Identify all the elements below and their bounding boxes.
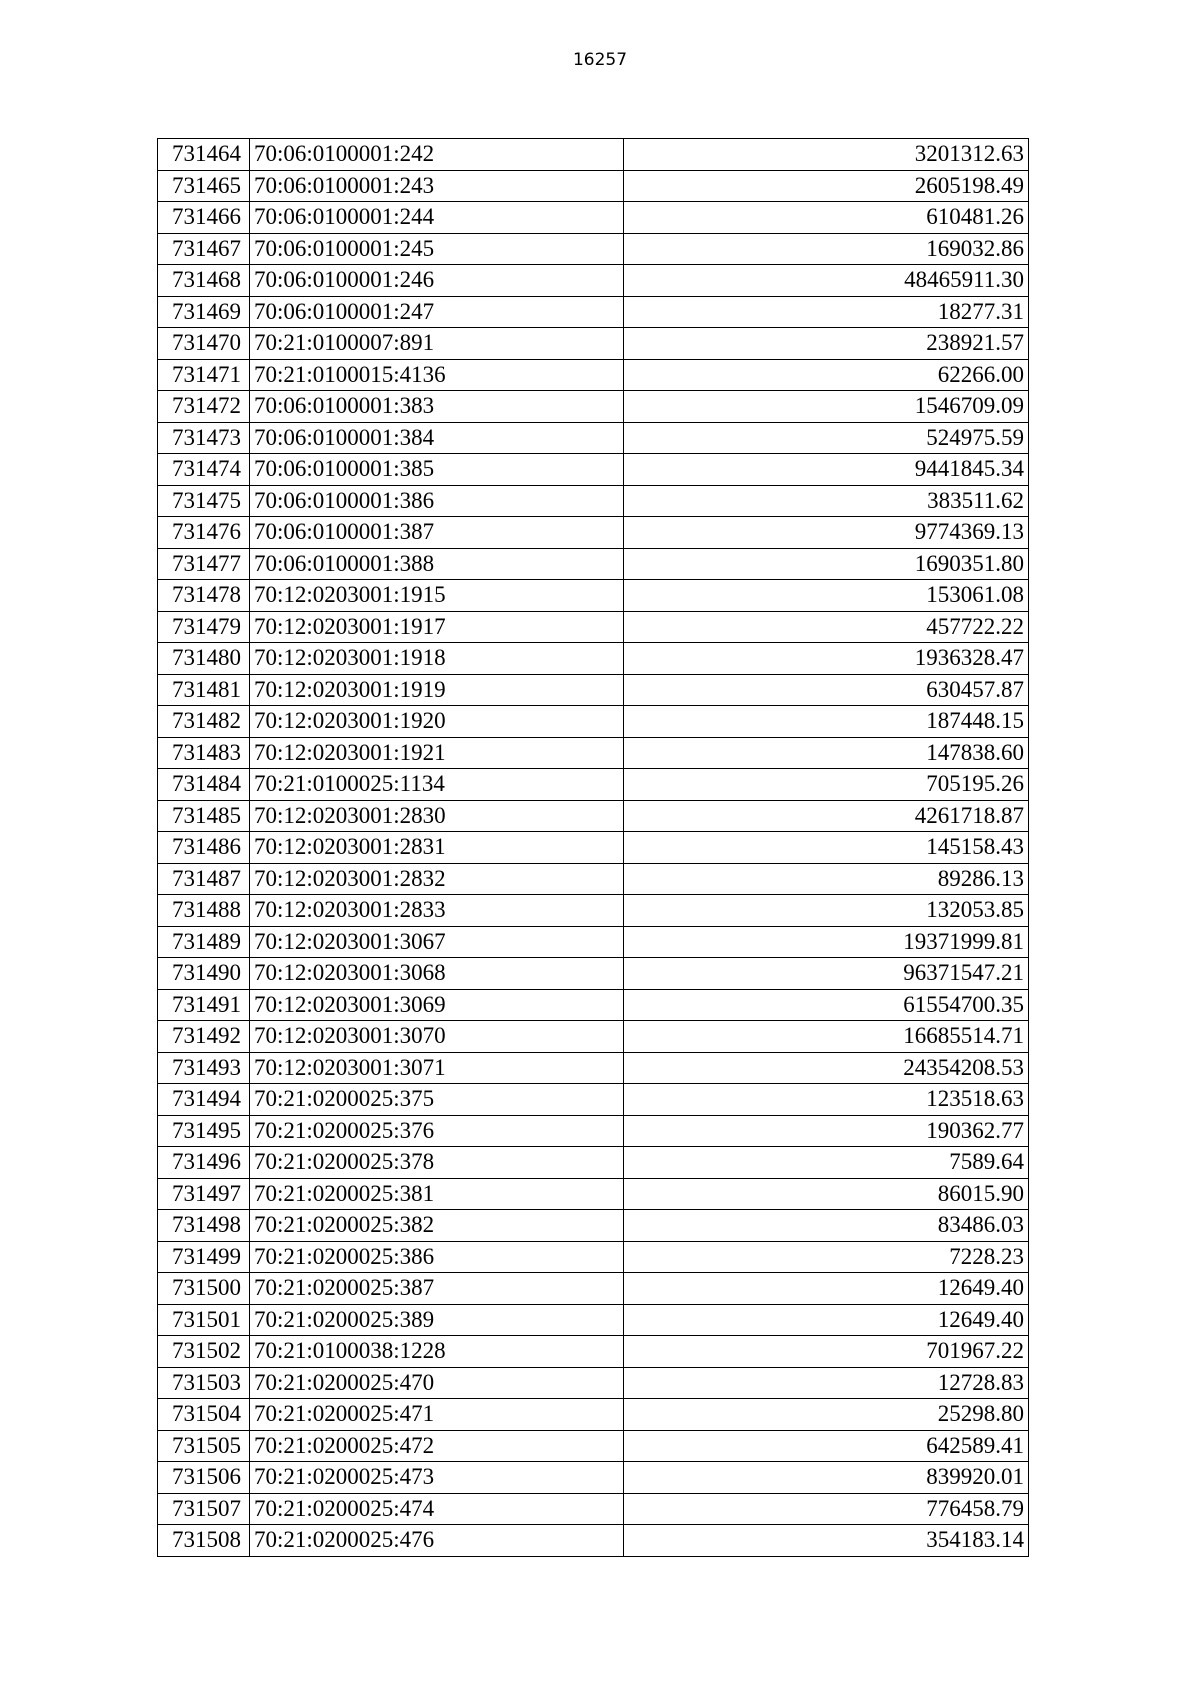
table-row	[158, 485, 1029, 517]
cadastral-number-cell: 70:12:0203001:2832	[250, 863, 624, 895]
cadastral-number-cell: 70:06:0100001:242	[250, 139, 624, 171]
cadastral-number-cell: 70:06:0100001:244	[250, 202, 624, 234]
table-row	[158, 674, 1029, 706]
cadastral-number-cell: 70:21:0100015:4136	[250, 359, 624, 391]
cadastral-number-cell: 70:12:0203001:1921	[250, 737, 624, 769]
cadastral-number-cell: 70:12:0203001:3071	[250, 1052, 624, 1084]
table-row	[158, 1399, 1029, 1431]
cadastral-value-cell: 839920.01	[624, 1462, 1029, 1494]
cadastral-value-cell: 83486.03	[624, 1210, 1029, 1242]
cadastral-value-cell: 153061.08	[624, 580, 1029, 612]
cadastral-number-cell: 70:21:0100007:891	[250, 328, 624, 360]
row-id-cell: 731483	[158, 737, 250, 769]
cadastral-number-cell: 70:21:0200025:378	[250, 1147, 624, 1179]
cadastral-value-cell: 18277.31	[624, 296, 1029, 328]
table-row	[158, 422, 1029, 454]
table-row	[158, 1273, 1029, 1305]
table-row	[158, 548, 1029, 580]
row-id-cell: 731485	[158, 800, 250, 832]
row-id-cell: 731467	[158, 233, 250, 265]
cadastral-value-cell: 630457.87	[624, 674, 1029, 706]
cadastral-value-cell: 62266.00	[624, 359, 1029, 391]
table-row	[158, 989, 1029, 1021]
cadastral-value-cell: 132053.85	[624, 895, 1029, 927]
table-row	[158, 1052, 1029, 1084]
row-id-cell: 731494	[158, 1084, 250, 1116]
row-id-cell: 731464	[158, 139, 250, 171]
cadastral-number-cell: 70:06:0100001:383	[250, 391, 624, 423]
table-row	[158, 1021, 1029, 1053]
cadastral-value-cell: 238921.57	[624, 328, 1029, 360]
cadastral-value-cell: 169032.86	[624, 233, 1029, 265]
table-row	[158, 1336, 1029, 1368]
cadastral-number-cell: 70:21:0200025:473	[250, 1462, 624, 1494]
cadastral-value-cell: 7589.64	[624, 1147, 1029, 1179]
cadastral-number-cell: 70:12:0203001:2830	[250, 800, 624, 832]
cadastral-value-cell: 383511.62	[624, 485, 1029, 517]
row-id-cell: 731502	[158, 1336, 250, 1368]
row-id-cell: 731492	[158, 1021, 250, 1053]
table-row	[158, 328, 1029, 360]
row-id-cell: 731479	[158, 611, 250, 643]
row-id-cell: 731508	[158, 1525, 250, 1557]
cadastral-value-cell: 354183.14	[624, 1525, 1029, 1557]
cadastral-value-cell: 4261718.87	[624, 800, 1029, 832]
cadastral-number-cell: 70:21:0200025:476	[250, 1525, 624, 1557]
cadastral-number-cell: 70:12:0203001:1919	[250, 674, 624, 706]
cadastral-value-cell: 705195.26	[624, 769, 1029, 801]
row-id-cell: 731504	[158, 1399, 250, 1431]
cadastral-number-cell: 70:12:0203001:1915	[250, 580, 624, 612]
cadastral-number-cell: 70:12:0203001:3068	[250, 958, 624, 990]
cadastral-number-cell: 70:06:0100001:386	[250, 485, 624, 517]
cadastral-value-cell: 187448.15	[624, 706, 1029, 738]
cadastral-value-cell: 89286.13	[624, 863, 1029, 895]
row-id-cell: 731500	[158, 1273, 250, 1305]
cadastral-number-cell: 70:12:0203001:2831	[250, 832, 624, 864]
cadastral-value-cell: 610481.26	[624, 202, 1029, 234]
row-id-cell: 731478	[158, 580, 250, 612]
table-row	[158, 517, 1029, 549]
cadastral-value-cell: 642589.41	[624, 1430, 1029, 1462]
cadastral-number-cell: 70:12:0203001:1920	[250, 706, 624, 738]
cadastral-value-cell: 701967.22	[624, 1336, 1029, 1368]
cadastral-value-cell: 9774369.13	[624, 517, 1029, 549]
table-row	[158, 643, 1029, 675]
row-id-cell: 731482	[158, 706, 250, 738]
table-row	[158, 706, 1029, 738]
table-row	[158, 170, 1029, 202]
table-row	[158, 359, 1029, 391]
row-id-cell: 731491	[158, 989, 250, 1021]
table-row	[158, 1367, 1029, 1399]
table-row	[158, 832, 1029, 864]
cadastral-number-cell: 70:21:0200025:474	[250, 1493, 624, 1525]
row-id-cell: 731468	[158, 265, 250, 297]
cadastral-number-cell: 70:06:0100001:247	[250, 296, 624, 328]
row-id-cell: 731487	[158, 863, 250, 895]
cadastral-value-cell: 48465911.30	[624, 265, 1029, 297]
row-id-cell: 731505	[158, 1430, 250, 1462]
cadastral-number-cell: 70:21:0200025:386	[250, 1241, 624, 1273]
row-id-cell: 731498	[158, 1210, 250, 1242]
table-row	[158, 1493, 1029, 1525]
cadastral-number-cell: 70:21:0100038:1228	[250, 1336, 624, 1368]
table-row	[158, 1178, 1029, 1210]
cadastral-number-cell: 70:21:0200025:471	[250, 1399, 624, 1431]
cadastral-number-cell: 70:06:0100001:387	[250, 517, 624, 549]
row-id-cell: 731506	[158, 1462, 250, 1494]
table-row	[158, 769, 1029, 801]
cadastral-value-table	[157, 138, 1029, 1557]
cadastral-number-cell: 70:12:0203001:3069	[250, 989, 624, 1021]
cadastral-number-cell: 70:06:0100001:384	[250, 422, 624, 454]
row-id-cell: 731486	[158, 832, 250, 864]
row-id-cell: 731470	[158, 328, 250, 360]
cadastral-number-cell: 70:21:0200025:389	[250, 1304, 624, 1336]
table-row	[158, 1084, 1029, 1116]
table-row	[158, 1210, 1029, 1242]
row-id-cell: 731490	[158, 958, 250, 990]
row-id-cell: 731496	[158, 1147, 250, 1179]
row-id-cell: 731488	[158, 895, 250, 927]
cadastral-value-cell: 123518.63	[624, 1084, 1029, 1116]
table-row	[158, 1304, 1029, 1336]
cadastral-value-cell: 9441845.34	[624, 454, 1029, 486]
cadastral-number-cell: 70:21:0200025:376	[250, 1115, 624, 1147]
row-id-cell: 731472	[158, 391, 250, 423]
cadastral-number-cell: 70:12:0203001:1918	[250, 643, 624, 675]
cadastral-number-cell: 70:21:0200025:381	[250, 1178, 624, 1210]
page-number: 16257	[572, 50, 628, 70]
row-id-cell: 731465	[158, 170, 250, 202]
row-id-cell: 731477	[158, 548, 250, 580]
cadastral-number-cell: 70:21:0200025:375	[250, 1084, 624, 1116]
cadastral-number-cell: 70:21:0200025:382	[250, 1210, 624, 1242]
cadastral-value-cell: 12649.40	[624, 1273, 1029, 1305]
cadastral-value-cell: 524975.59	[624, 422, 1029, 454]
table-row	[158, 863, 1029, 895]
cadastral-value-cell: 96371547.21	[624, 958, 1029, 990]
row-id-cell: 731480	[158, 643, 250, 675]
table-row	[158, 233, 1029, 265]
row-id-cell: 731474	[158, 454, 250, 486]
table-row	[158, 1115, 1029, 1147]
cadastral-number-cell: 70:21:0200025:472	[250, 1430, 624, 1462]
row-id-cell: 731471	[158, 359, 250, 391]
row-id-cell: 731495	[158, 1115, 250, 1147]
cadastral-value-cell: 12649.40	[624, 1304, 1029, 1336]
table-row	[158, 958, 1029, 990]
cadastral-value-cell: 1546709.09	[624, 391, 1029, 423]
row-id-cell: 731473	[158, 422, 250, 454]
table-row	[158, 296, 1029, 328]
cadastral-value-cell: 457722.22	[624, 611, 1029, 643]
row-id-cell: 731481	[158, 674, 250, 706]
cadastral-value-cell: 776458.79	[624, 1493, 1029, 1525]
cadastral-value-cell: 61554700.35	[624, 989, 1029, 1021]
cadastral-value-cell: 25298.80	[624, 1399, 1029, 1431]
cadastral-value-cell: 16685514.71	[624, 1021, 1029, 1053]
row-id-cell: 731489	[158, 926, 250, 958]
cadastral-number-cell: 70:06:0100001:385	[250, 454, 624, 486]
table-row	[158, 800, 1029, 832]
row-id-cell: 731503	[158, 1367, 250, 1399]
cadastral-value-cell: 7228.23	[624, 1241, 1029, 1273]
table-row	[158, 139, 1029, 171]
table-row	[158, 1462, 1029, 1494]
row-id-cell: 731507	[158, 1493, 250, 1525]
table-body	[158, 139, 1029, 1557]
cadastral-value-cell: 145158.43	[624, 832, 1029, 864]
table-row	[158, 611, 1029, 643]
cadastral-number-cell: 70:06:0100001:243	[250, 170, 624, 202]
cadastral-number-cell: 70:06:0100001:245	[250, 233, 624, 265]
row-id-cell: 731497	[158, 1178, 250, 1210]
row-id-cell: 731476	[158, 517, 250, 549]
row-id-cell: 731499	[158, 1241, 250, 1273]
cadastral-value-cell: 190362.77	[624, 1115, 1029, 1147]
cadastral-number-cell: 70:21:0100025:1134	[250, 769, 624, 801]
cadastral-number-cell: 70:21:0200025:387	[250, 1273, 624, 1305]
cadastral-value-cell: 86015.90	[624, 1178, 1029, 1210]
row-id-cell: 731475	[158, 485, 250, 517]
table-row	[158, 737, 1029, 769]
cadastral-number-cell: 70:12:0203001:1917	[250, 611, 624, 643]
cadastral-value-cell: 12728.83	[624, 1367, 1029, 1399]
cadastral-number-cell: 70:06:0100001:388	[250, 548, 624, 580]
cadastral-value-cell: 2605198.49	[624, 170, 1029, 202]
table-row	[158, 1430, 1029, 1462]
table-row	[158, 580, 1029, 612]
cadastral-value-cell: 19371999.81	[624, 926, 1029, 958]
table-row	[158, 391, 1029, 423]
cadastral-value-cell: 24354208.53	[624, 1052, 1029, 1084]
table-row	[158, 265, 1029, 297]
cadastral-number-cell: 70:12:0203001:3067	[250, 926, 624, 958]
cadastral-number-cell: 70:21:0200025:470	[250, 1367, 624, 1399]
cadastral-value-cell: 3201312.63	[624, 139, 1029, 171]
cadastral-number-cell: 70:06:0100001:246	[250, 265, 624, 297]
row-id-cell: 731466	[158, 202, 250, 234]
row-id-cell: 731501	[158, 1304, 250, 1336]
table-row	[158, 1241, 1029, 1273]
cadastral-number-cell: 70:12:0203001:3070	[250, 1021, 624, 1053]
table-row	[158, 926, 1029, 958]
table-row	[158, 202, 1029, 234]
cadastral-value-cell: 1690351.80	[624, 548, 1029, 580]
table-row	[158, 1147, 1029, 1179]
cadastral-value-cell: 147838.60	[624, 737, 1029, 769]
table-row	[158, 1525, 1029, 1557]
table-row	[158, 454, 1029, 486]
table-row	[158, 895, 1029, 927]
cadastral-number-cell: 70:12:0203001:2833	[250, 895, 624, 927]
row-id-cell: 731493	[158, 1052, 250, 1084]
row-id-cell: 731484	[158, 769, 250, 801]
cadastral-value-cell: 1936328.47	[624, 643, 1029, 675]
row-id-cell: 731469	[158, 296, 250, 328]
